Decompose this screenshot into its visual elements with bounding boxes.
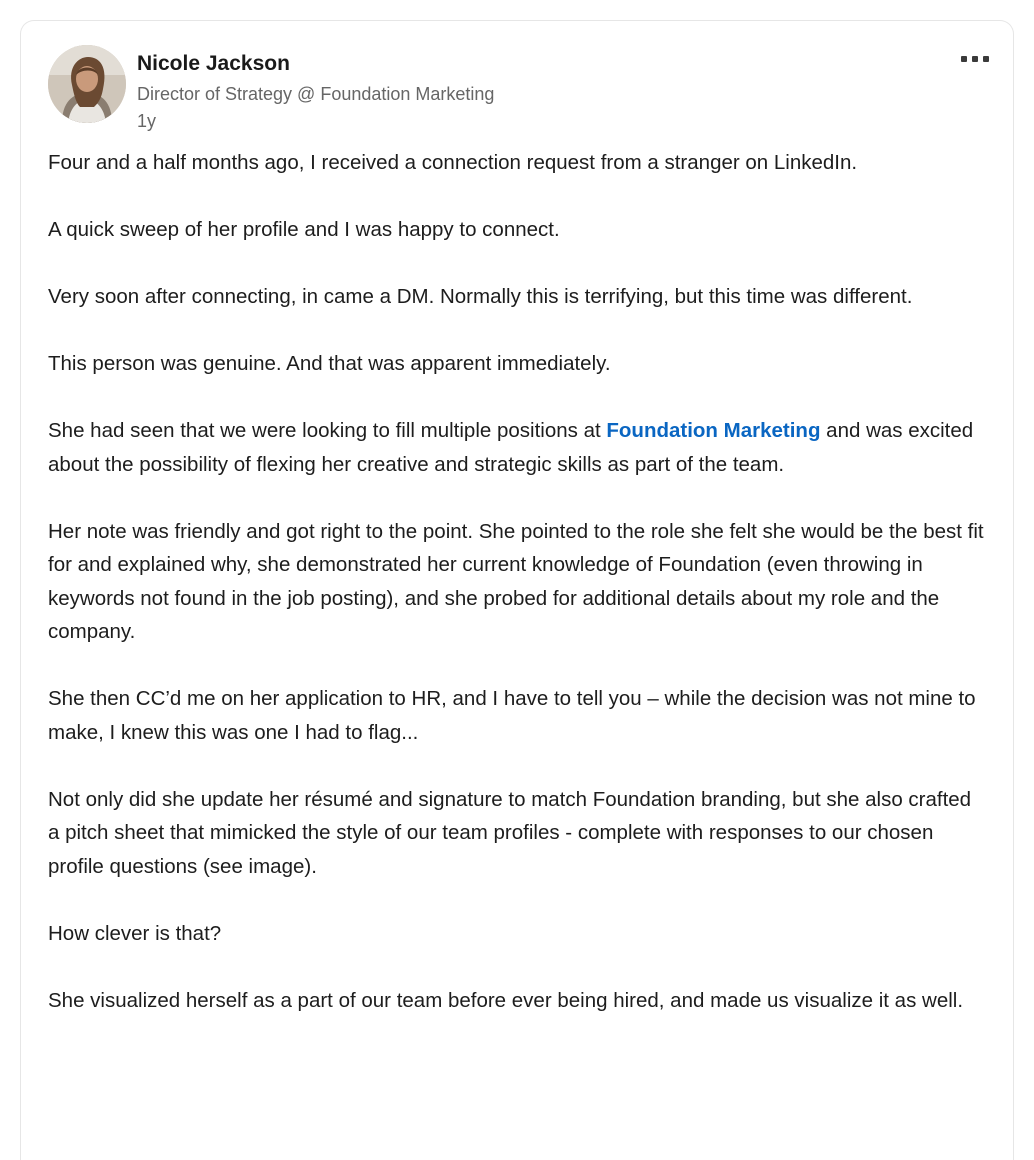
post-paragraph: A quick sweep of her profile and I was happy to connect. bbox=[48, 218, 560, 241]
post-paragraph: She visualized herself as a part of our team before ever being hired, and made us visualize it as well. bbox=[48, 988, 964, 1012]
profile-photo-icon bbox=[48, 45, 126, 123]
post-card bbox=[20, 20, 1014, 1160]
more-horizontal-icon bbox=[961, 56, 989, 62]
mention-before-text: She had seen that we were looking to fill multiple positions at bbox=[48, 419, 607, 442]
author-info bbox=[137, 51, 494, 133]
post-paragraph-mention bbox=[48, 414, 988, 481]
author-name[interactable]: Nicole Jackson bbox=[137, 52, 290, 75]
more-options-button[interactable] bbox=[955, 47, 995, 71]
post-paragraph: This person was genuine. And that was apparent immediately. bbox=[48, 352, 611, 375]
post-paragraph: Her note was friendly and got right to the point. She pointed to the role she felt she would be the best fit for and explained why, she demonstrated her current knowledge of Foundation (even throwing in keywords not found in the job posting), and she probed for additional details about my role and the company. bbox=[48, 519, 984, 643]
author-avatar[interactable] bbox=[48, 45, 126, 123]
post-paragraph: Very soon after connecting, in came a DM. Normally this is terrifying, but this time was different. bbox=[48, 285, 913, 308]
post-paragraph: Not only did she update her résumé and signature to match Foundation branding, but she also crafted a pitch sheet that mimicked the style of our team profiles - complete with responses to our chosen profile questions (see image). bbox=[48, 787, 972, 878]
author-headline: Director of Strategy @ Foundation Marketing bbox=[137, 84, 495, 104]
mention-after-text: and was excited about the possibility of flexing her creative and strategic skills as part of the team. bbox=[48, 419, 974, 476]
post-paragraph: How clever is that? bbox=[48, 921, 222, 945]
post-timestamp: 1y bbox=[137, 111, 157, 131]
company-mention-link[interactable]: Foundation Marketing bbox=[606, 419, 821, 442]
post-paragraph: She then CC’d me on her application to HR, and I have to tell you – while the decision was not mine to make, I knew this was one I had to flag... bbox=[48, 687, 976, 744]
post-body bbox=[48, 146, 988, 1051]
post-paragraph: Four and a half months ago, I received a connection request from a stranger on LinkedIn. bbox=[48, 151, 858, 174]
